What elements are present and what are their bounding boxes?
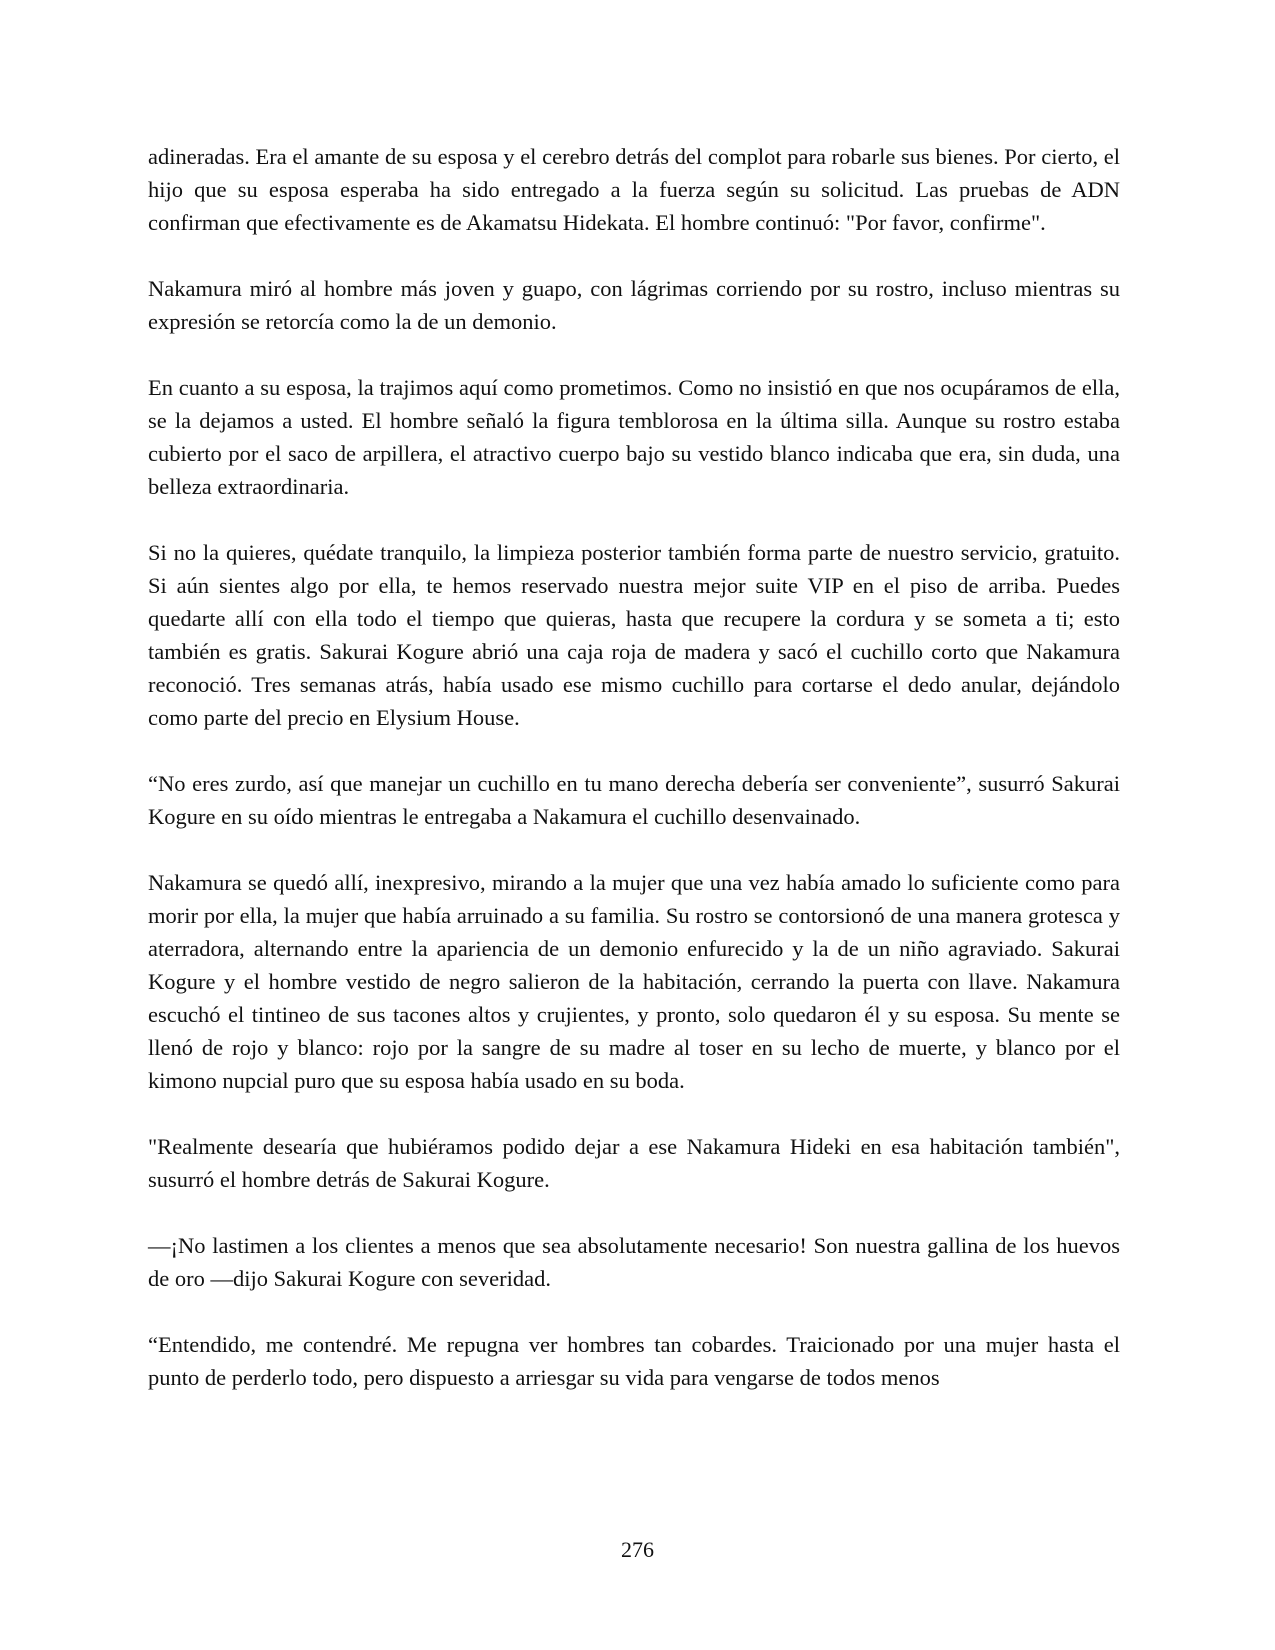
paragraph-8: —¡No lastimen a los clientes a menos que sea absolutamente necesario! Son nuestra gallina de los huevos de oro —dijo Sakurai Kogure con severidad.: [148, 1233, 1120, 1291]
paragraph-5: “No eres zurdo, así que manejar un cuchillo en tu mano derecha debería ser conveniente”, susurró Sakurai Kogure en su oído mientras le entregaba a Nakamura el cuchillo desenvainado.: [148, 771, 1120, 829]
paragraph-6: Nakamura se quedó allí, inexpresivo, mirando a la mujer que una vez había amado lo suficiente como para morir por ella, la mujer que había arruinado a su familia. Su rostro se contorsionó de una manera grotesca y aterradora, alternando entre la apariencia de un demonio enfurecido y la de un niño agraviado. Sakurai Kogure y el hombre vestido de negro salieron de la habitación, cerrando la puerta con llave. Nakamura escuchó el tintineo de sus tacones altos y crujientes, y pronto, solo quedaron él y su esposa. Su mente se llenó de rojo y blanco: rojo por la sangre de su madre al toser en su lecho de muerte, y blanco por el kimono nupcial puro que su esposa había usado en su boda.: [148, 870, 1120, 1093]
paragraph-9: “Entendido, me contendré. Me repugna ver hombres tan cobardes. Traicionado por una mujer hasta el punto de perderlo todo, pero dispuesto a arriesgar su vida para vengarse de todos menos: [148, 1332, 1120, 1390]
paragraph-3: En cuanto a su esposa, la trajimos aquí como prometimos. Como no insistió en que nos ocupáramos de ella, se la dejamos a usted. El hombre señaló la figura temblorosa en la última silla. Aunque su rostro estaba cubierto por el saco de arpillera, el atractivo cuerpo bajo su vestido blanco indicaba que era, sin duda, una belleza extraordinaria.: [148, 375, 1120, 499]
page-number: 276: [621, 1537, 654, 1562]
page-body: [148, 140, 1120, 1394]
paragraph-7: "Realmente desearía que hubiéramos podido dejar a ese Nakamura Hideki en esa habitación también", susurró el hombre detrás de Sakurai Kogure.: [148, 1134, 1120, 1192]
paragraph-2: Nakamura miró al hombre más joven y guapo, con lágrimas corriendo por su rostro, incluso mientras su expresión se retorcía como la de un demonio.: [148, 276, 1120, 334]
paragraph-1: adineradas. Era el amante de su esposa y el cerebro detrás del complot para robarle sus bienes. Por cierto, el hijo que su esposa esperaba ha sido entregado a la fuerza según su solicitud. Las pruebas de ADN confirman que efectivamente es de Akamatsu Hidekata. El hombre continuó: "Por favor, confirme".: [148, 144, 1120, 235]
paragraph-4: Si no la quieres, quédate tranquilo, la limpieza posterior también forma parte de nuestro servicio, gratuito. Si aún sientes algo por ella, te hemos reservado nuestra mejor suite VIP en el piso de arriba. Puedes quedarte allí con ella todo el tiempo que quieras, hasta que recupere la cordura y se someta a ti; esto también es gratis. Sakurai Kogure abrió una caja roja de madera y sacó el cuchillo corto que Nakamura reconoció. Tres semanas atrás, había usado ese mismo cuchillo para cortarse el dedo anular, dejándolo como parte del precio en Elysium House.: [148, 540, 1120, 730]
